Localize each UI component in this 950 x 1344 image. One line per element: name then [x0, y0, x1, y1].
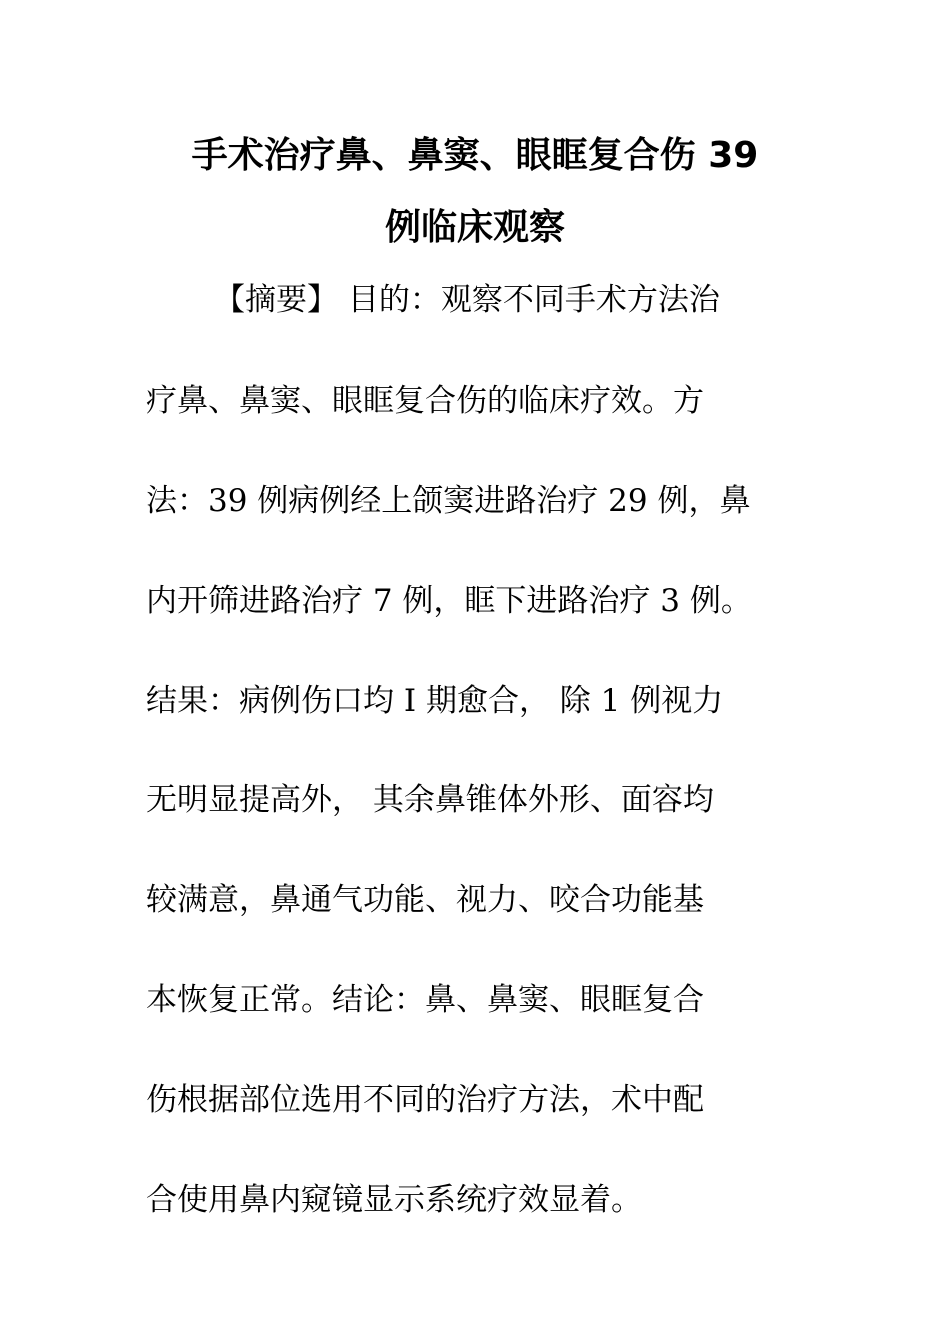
abstract-line: 疗鼻、鼻窦、眼眶复合伤的临床疗效。方: [146, 383, 704, 419]
abstract-line: 合使用鼻内窥镜显示系统疗效显着。: [146, 1182, 642, 1218]
abstract-line: 法：39 例病例经上颌窦进路治疗 29 例，鼻: [146, 483, 751, 519]
document-title-line-1: 手术治疗鼻、鼻窦、眼眶复合伤 39: [191, 135, 759, 176]
abstract-line: 无明显提高外， 其余鼻锥体外形、面容均: [146, 782, 714, 818]
document-title-line-2: 例临床观察: [384, 207, 565, 248]
abstract-line: 伤根据部位选用不同的治疗方法，术中配: [146, 1082, 704, 1118]
abstract-line: 较满意，鼻通气功能、视力、咬合功能基: [146, 882, 704, 918]
abstract-line: 结果：病例伤口均 I 期愈合， 除 1 例视力: [146, 683, 724, 719]
abstract-line: 【摘要】 目的：观察不同手术方法治: [214, 282, 720, 318]
abstract-line: 本恢复正常。结论：鼻、鼻窦、眼眶复合: [146, 982, 704, 1018]
abstract-line: 内开筛进路治疗 7 例，眶下进路治疗 3 例。: [146, 583, 752, 619]
